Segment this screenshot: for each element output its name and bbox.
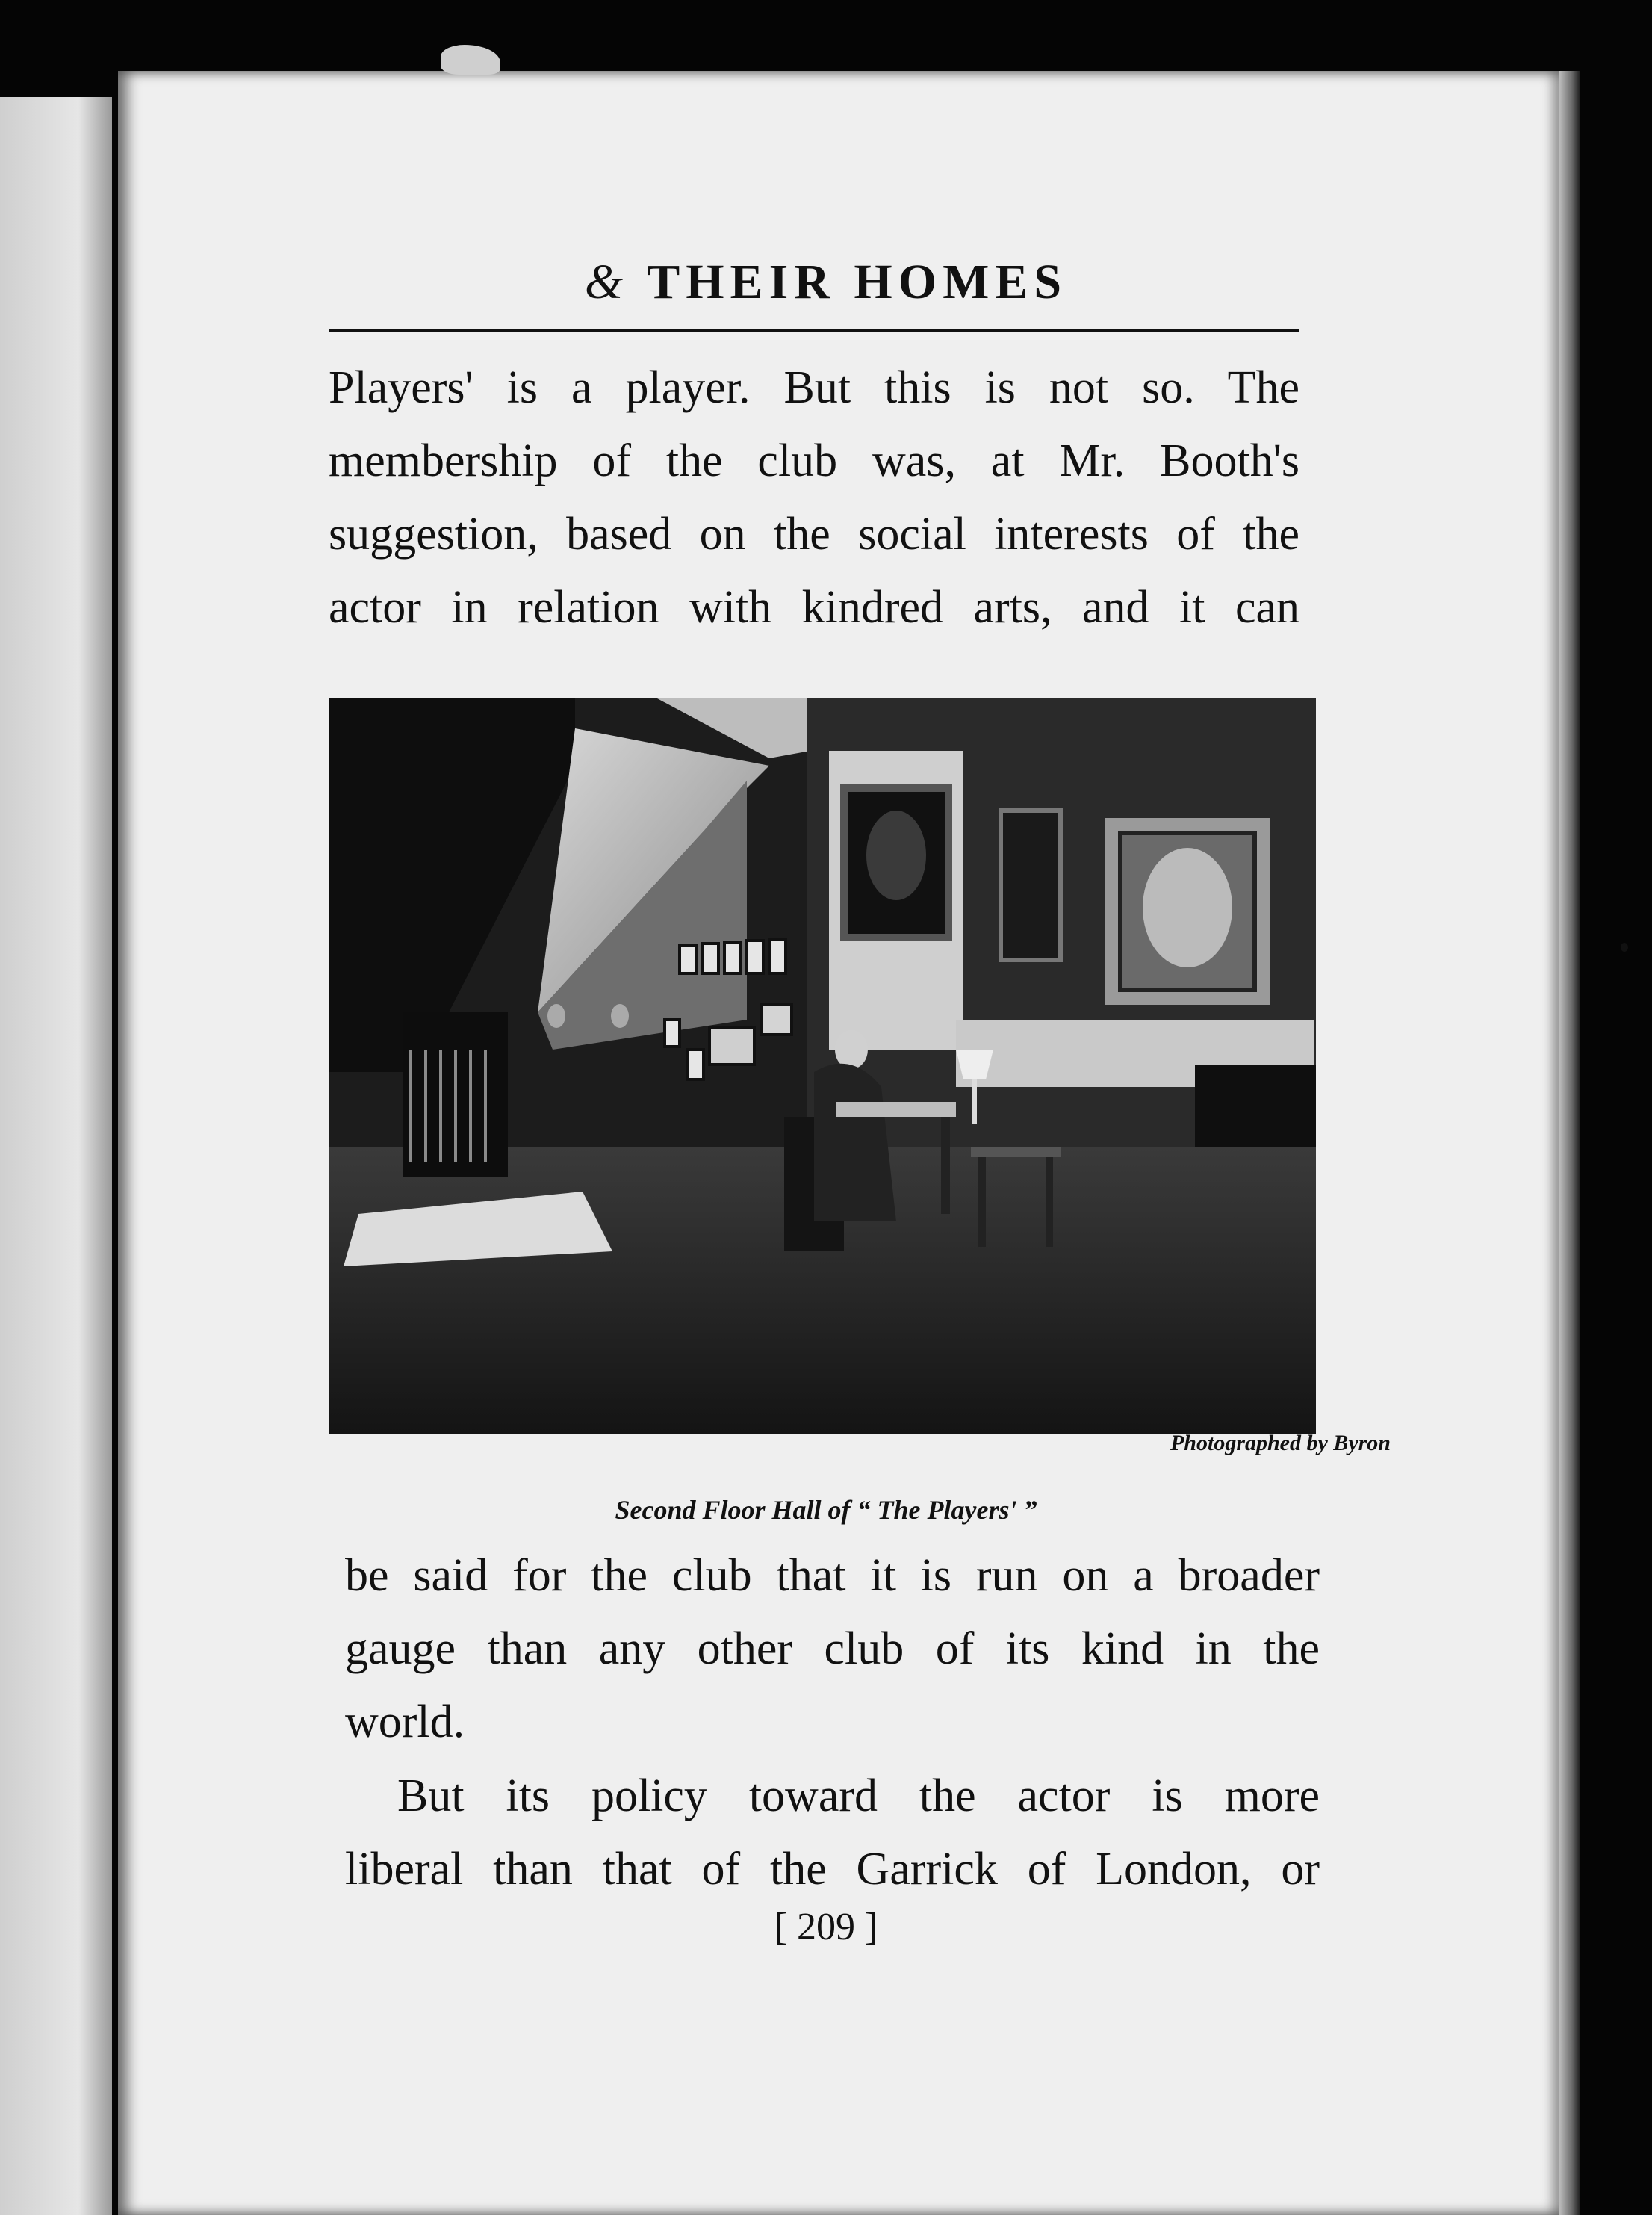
text-line: be said for the club that it is run on a broader bbox=[345, 1550, 1320, 1601]
page-number: [ 209 ] bbox=[774, 1906, 878, 1948]
photo-caption: Second Floor Hall of “ The Players' ” bbox=[615, 1495, 1037, 1525]
text-line: actor in relation with kindred arts, and it can bbox=[329, 582, 1299, 633]
text-line: liberal than that of the Garrick of London, or bbox=[345, 1844, 1320, 1895]
scan-speck bbox=[1621, 943, 1628, 952]
text-line: world. bbox=[345, 1697, 465, 1747]
paragraph-bottom bbox=[345, 1539, 1320, 1759]
text-line: But its policy toward the actor is more bbox=[397, 1771, 1320, 1821]
photograph-image bbox=[329, 698, 1316, 1434]
running-head-title: THEIR HOMES bbox=[647, 255, 1068, 309]
paragraph-top bbox=[329, 351, 1299, 644]
text-line: gauge than any other club of its kind in the bbox=[345, 1623, 1320, 1674]
running-head bbox=[0, 254, 1652, 311]
paragraph-last bbox=[345, 1759, 1320, 1906]
running-head-ampersand: & bbox=[584, 255, 630, 309]
photograph-second-floor-hall bbox=[329, 698, 1316, 1434]
facing-page-edge bbox=[0, 97, 112, 2215]
text-line: Players' is a player. But this is not so. The bbox=[329, 362, 1299, 413]
text-line: membership of the club was, at Mr. Booth's bbox=[329, 436, 1299, 486]
photo-credit: Photographed by Byron bbox=[1170, 1431, 1391, 1455]
text-line: suggestion, based on the social interests of the bbox=[329, 509, 1299, 560]
page-fore-edge bbox=[1559, 71, 1580, 2215]
header-rule bbox=[329, 329, 1299, 332]
scan-speck bbox=[441, 45, 500, 75]
